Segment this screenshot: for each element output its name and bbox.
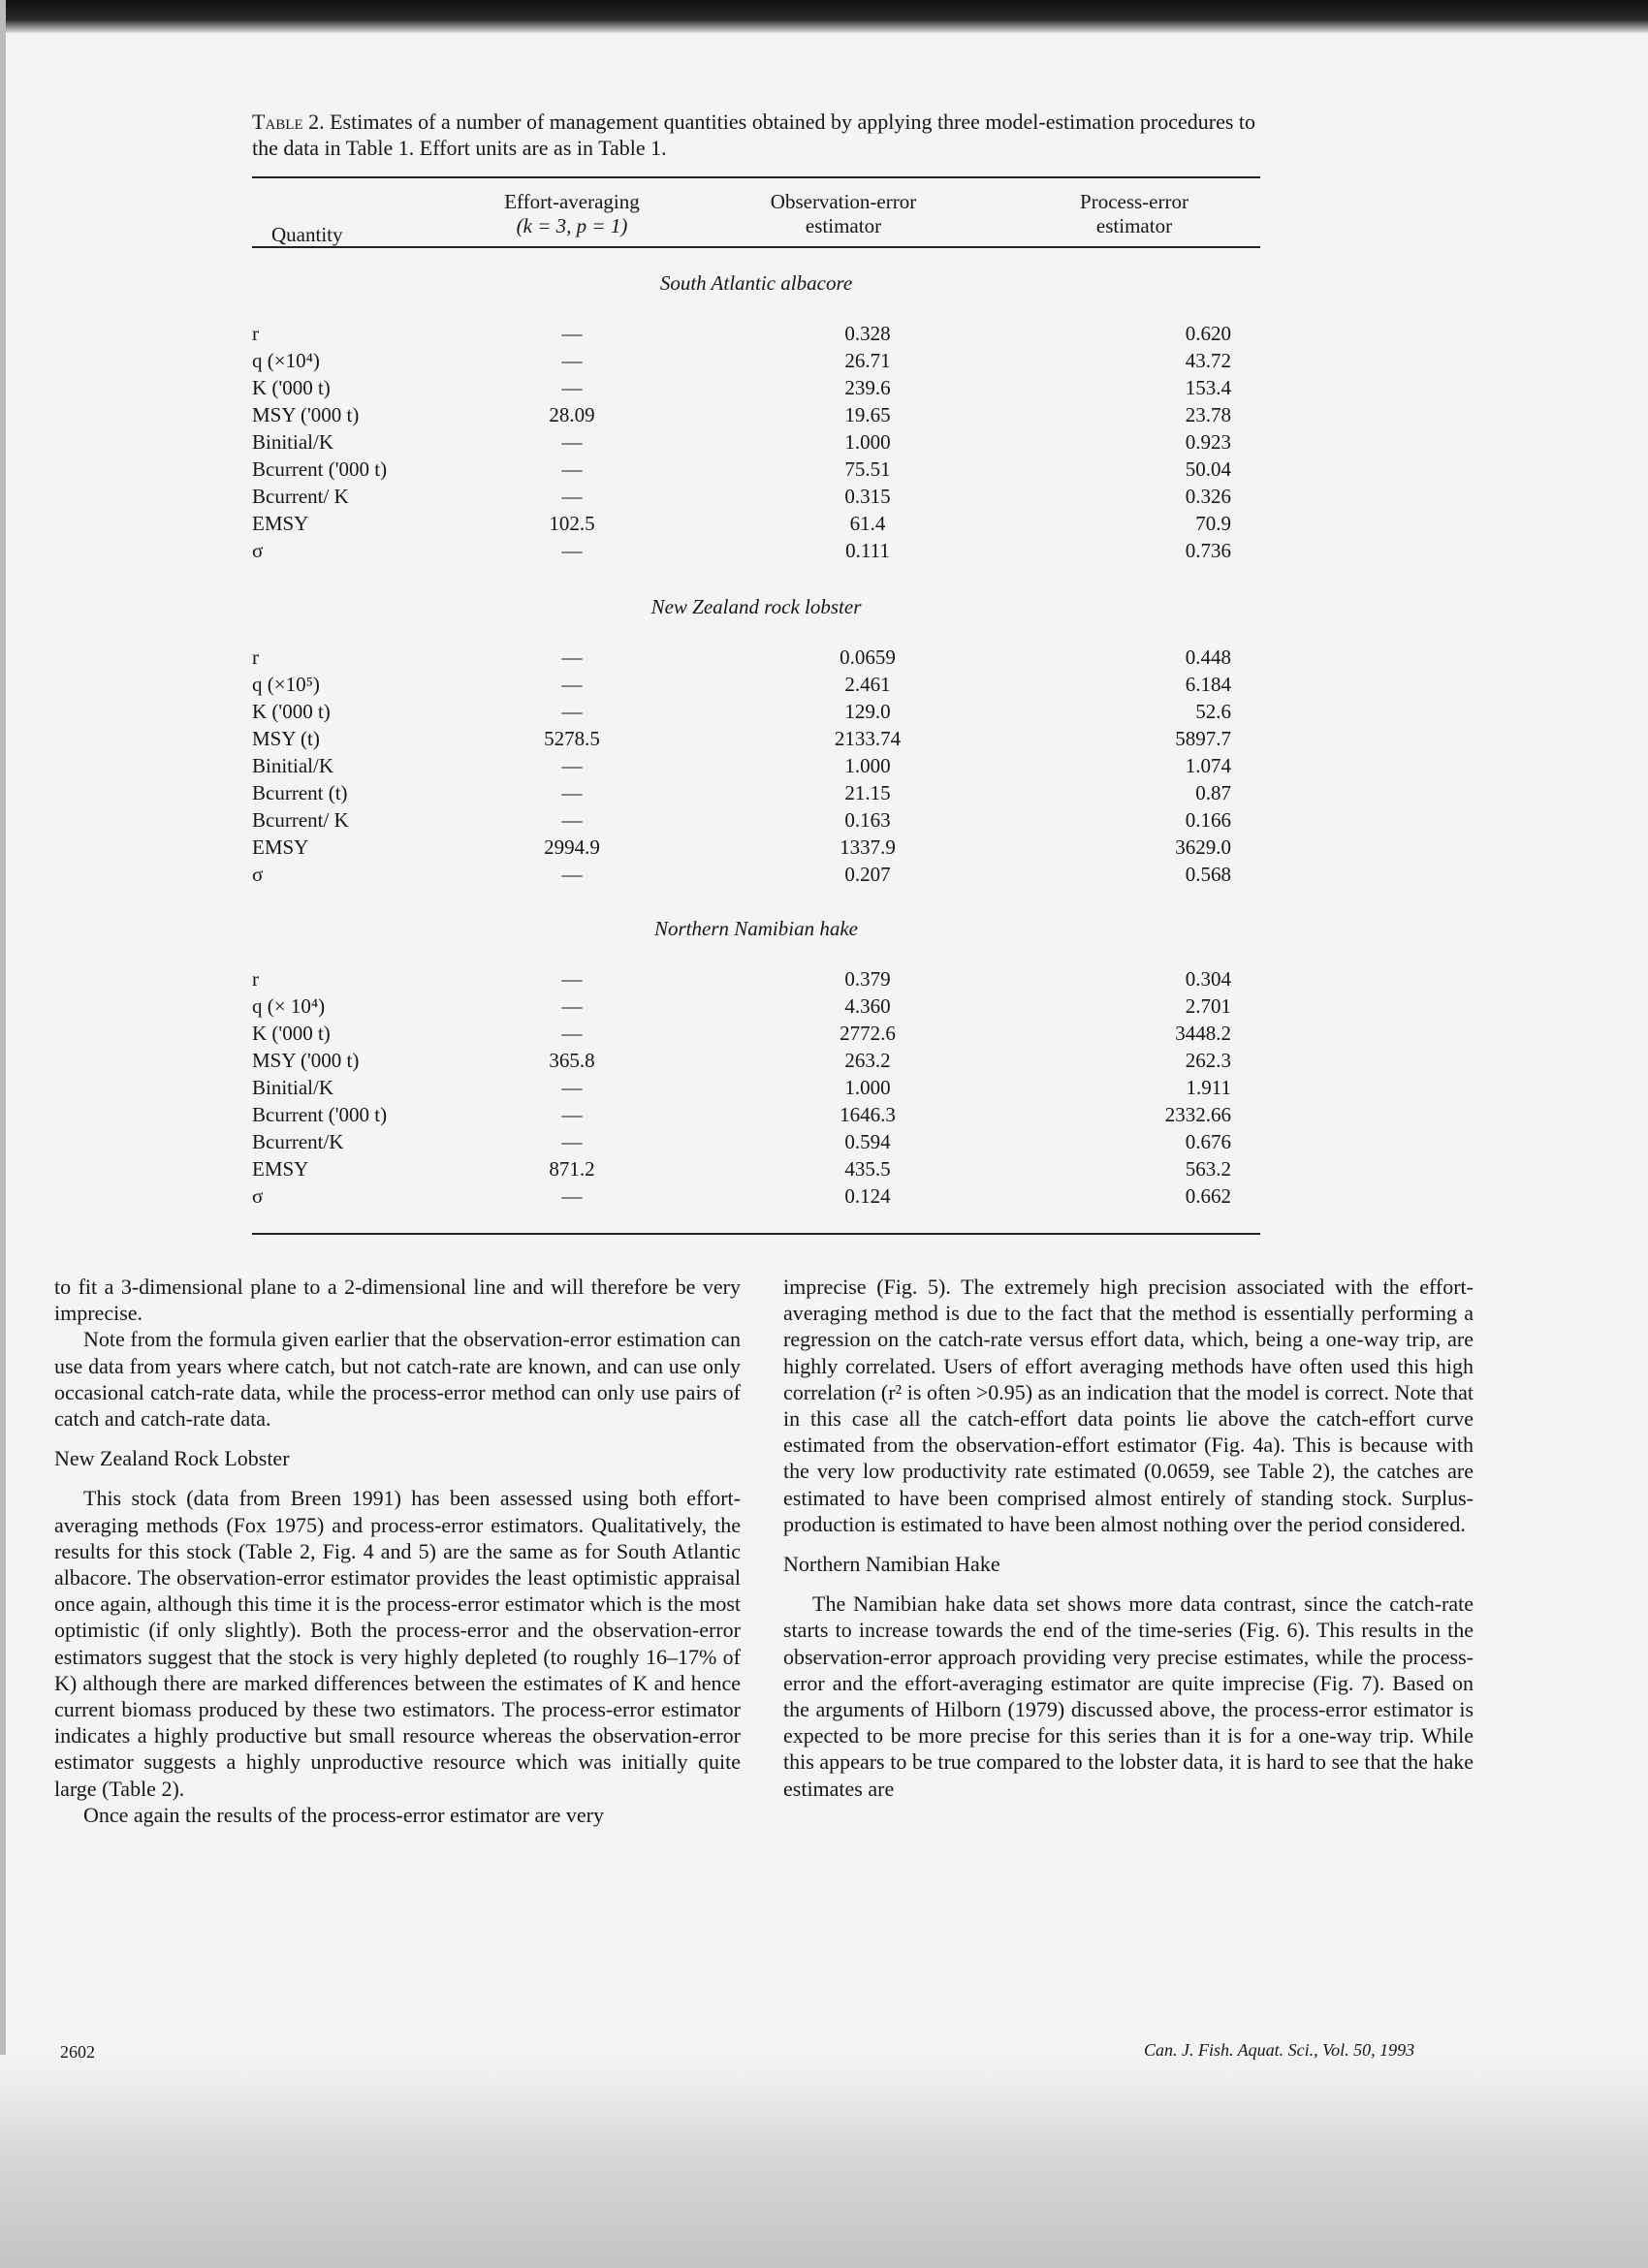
process-error-cell: 3629.0 bbox=[1175, 835, 1231, 859]
effort-averaging-cell: — bbox=[561, 1103, 583, 1126]
quantity-cell: K ('000 t) bbox=[252, 700, 331, 723]
effort-averaging-cell: — bbox=[561, 430, 583, 454]
table-row bbox=[252, 754, 1260, 781]
quantity-cell: r bbox=[252, 967, 259, 991]
page-number: 2602 bbox=[60, 2042, 95, 2062]
effort-averaging-cell: 2994.9 bbox=[544, 835, 600, 859]
effort-averaging-cell: — bbox=[561, 457, 583, 481]
journal-citation: Can. J. Fish. Aquat. Sci., Vol. 50, 1993 bbox=[1144, 2040, 1415, 2060]
table-row bbox=[252, 485, 1260, 512]
table-row bbox=[252, 539, 1260, 566]
section-title: New Zealand rock lobster bbox=[650, 595, 862, 618]
quantity-cell: Binitial/K bbox=[252, 430, 333, 454]
quantity-cell: Bcurrent/ K bbox=[252, 808, 349, 832]
header-pe-line2: estimator bbox=[1095, 214, 1173, 237]
quantity-cell: MSY ('000 t) bbox=[252, 1049, 360, 1072]
observation-error-cell: 75.51 bbox=[844, 457, 891, 481]
effort-averaging-cell: — bbox=[561, 485, 583, 508]
observation-error-cell: 0.379 bbox=[844, 967, 891, 991]
table-row bbox=[252, 322, 1260, 349]
table-caption bbox=[252, 109, 1260, 161]
table-row bbox=[252, 349, 1260, 376]
quantity-cell: Bcurrent (t) bbox=[252, 781, 348, 804]
table-row bbox=[252, 673, 1260, 700]
process-error-cell: 6.184 bbox=[1185, 673, 1231, 696]
observation-error-cell: 263.2 bbox=[844, 1049, 891, 1072]
quantity-cell: r bbox=[252, 322, 259, 345]
header-effort-averaging bbox=[475, 190, 669, 238]
table-row bbox=[252, 646, 1260, 673]
effort-averaging-cell: — bbox=[561, 808, 583, 832]
observation-error-cell: 21.15 bbox=[844, 781, 891, 804]
quantity-cell: q (×10⁴) bbox=[252, 349, 320, 372]
observation-error-cell: 2.461 bbox=[844, 673, 891, 696]
quantity-cell: σ bbox=[252, 863, 264, 886]
table-row bbox=[252, 403, 1260, 430]
table-row bbox=[252, 1049, 1260, 1076]
header-process-error bbox=[1008, 190, 1260, 238]
table-row bbox=[252, 994, 1260, 1022]
observation-error-cell: 1337.9 bbox=[840, 835, 896, 859]
observation-error-cell: 435.5 bbox=[844, 1157, 891, 1181]
process-error-cell: 3448.2 bbox=[1175, 1022, 1231, 1045]
effort-averaging-cell: — bbox=[561, 673, 583, 696]
quantity-cell: σ bbox=[252, 539, 264, 562]
process-error-cell: 1.074 bbox=[1185, 754, 1231, 777]
quantity-cell: EMSY bbox=[252, 835, 309, 859]
quantity-cell: Bcurrent ('000 t) bbox=[252, 1103, 388, 1126]
observation-error-cell: 0.315 bbox=[844, 485, 891, 508]
observation-error-cell: 26.71 bbox=[844, 349, 891, 372]
quantity-cell: Bcurrent ('000 t) bbox=[252, 457, 388, 481]
process-error-cell: 262.3 bbox=[1185, 1049, 1231, 1072]
paragraph: Once again the results of the process-error estimator are very bbox=[83, 1802, 604, 1827]
effort-averaging-cell: — bbox=[561, 967, 583, 991]
quantity-cell: MSY ('000 t) bbox=[252, 403, 360, 426]
effort-averaging-cell: — bbox=[561, 754, 583, 777]
effort-averaging-cell: 365.8 bbox=[549, 1049, 595, 1072]
observation-error-cell: 0.111 bbox=[845, 539, 890, 562]
section-title: South Atlantic albacore bbox=[659, 271, 853, 295]
table-row bbox=[252, 430, 1260, 457]
effort-averaging-cell: — bbox=[561, 700, 583, 723]
table-rule-top bbox=[252, 176, 1260, 178]
table-row bbox=[252, 1157, 1260, 1184]
process-error-cell: 43.72 bbox=[1185, 349, 1231, 372]
table-rule-head bbox=[252, 246, 1260, 248]
quantity-cell: q (×10⁵) bbox=[252, 673, 320, 696]
caption-text: 2. Estimates of a number of management quantities obtained by applying three model-estimation procedures to the data in Table 1. Effort units are as in Table 1. bbox=[252, 110, 1256, 160]
effort-averaging-cell: — bbox=[561, 539, 583, 562]
effort-averaging-cell: — bbox=[561, 1022, 583, 1045]
effort-averaging-cell: — bbox=[561, 863, 583, 886]
process-error-cell: 0.87 bbox=[1195, 781, 1231, 804]
effort-averaging-cell: — bbox=[561, 646, 583, 669]
observation-error-cell: 0.207 bbox=[844, 863, 891, 886]
process-error-cell: 0.568 bbox=[1185, 863, 1231, 886]
process-error-cell: 153.4 bbox=[1185, 376, 1231, 399]
effort-averaging-cell: — bbox=[561, 781, 583, 804]
table-row bbox=[252, 457, 1260, 485]
effort-averaging-cell: — bbox=[561, 322, 583, 345]
table-row bbox=[252, 1076, 1260, 1103]
section-heading: Northern Namibian Hake bbox=[783, 1552, 1000, 1577]
observation-error-cell: 2133.74 bbox=[834, 727, 902, 750]
effort-averaging-cell: — bbox=[561, 1130, 583, 1153]
table-row bbox=[252, 967, 1260, 994]
process-error-cell: 0.326 bbox=[1185, 485, 1231, 508]
observation-error-cell: 1.000 bbox=[844, 754, 891, 777]
scan-top-edge bbox=[0, 0, 1648, 33]
observation-error-cell: 0.163 bbox=[844, 808, 891, 832]
quantity-cell: EMSY bbox=[252, 1157, 309, 1181]
table-row bbox=[252, 1022, 1260, 1049]
observation-error-cell: 129.0 bbox=[844, 700, 891, 723]
header-quantity: Quantity bbox=[271, 223, 343, 246]
effort-averaging-cell: — bbox=[561, 376, 583, 399]
table-row bbox=[252, 781, 1260, 808]
observation-error-cell: 4.360 bbox=[844, 994, 891, 1018]
process-error-cell: 52.6 bbox=[1195, 700, 1231, 723]
effort-averaging-cell: — bbox=[561, 1184, 583, 1208]
process-error-cell: 0.620 bbox=[1185, 322, 1231, 345]
table-row bbox=[252, 863, 1260, 890]
effort-averaging-cell: — bbox=[561, 994, 583, 1018]
quantity-cell: K ('000 t) bbox=[252, 376, 331, 399]
quantity-cell: Binitial/K bbox=[252, 754, 333, 777]
process-error-cell: 0.736 bbox=[1185, 539, 1231, 562]
scan-bottom-shadow bbox=[0, 2055, 1648, 2268]
table-row bbox=[252, 835, 1260, 863]
process-error-cell: 563.2 bbox=[1185, 1157, 1231, 1181]
quantity-cell: σ bbox=[252, 1184, 264, 1208]
table-row bbox=[252, 727, 1260, 754]
process-error-cell: 0.676 bbox=[1185, 1130, 1231, 1153]
observation-error-cell: 1646.3 bbox=[840, 1103, 896, 1126]
process-error-cell: 70.9 bbox=[1195, 512, 1231, 535]
process-error-cell: 50.04 bbox=[1185, 457, 1231, 481]
observation-error-cell: 0.594 bbox=[844, 1130, 891, 1153]
table-row bbox=[252, 1130, 1260, 1157]
section-heading: New Zealand Rock Lobster bbox=[54, 1446, 290, 1471]
left-text-column bbox=[54, 1274, 741, 1828]
observation-error-cell: 61.4 bbox=[849, 512, 886, 535]
scan-left-edge bbox=[0, 0, 6, 2268]
paragraph: The Namibian hake data set shows more data contrast, since the catch-rate starts to increase towards the end of the time-series (Fig. 6). This results in the observation-error approach providing very precise estimates, while the process-error and the effort-averaging estimator are quite imprecise (Fig. 7). Based on the arguments of Hilborn (1979) discussed above, the process-error estimator is expected to be more precise for this series than it is for a one-way trip. While this appears to be true compared to the lobster data, it is hard to see that the hake estimates are bbox=[783, 1591, 1474, 1801]
observation-error-cell: 19.65 bbox=[844, 403, 891, 426]
process-error-cell: 2332.66 bbox=[1164, 1103, 1231, 1126]
table-row bbox=[252, 1184, 1260, 1212]
quantity-cell: EMSY bbox=[252, 512, 309, 535]
paragraph: Note from the formula given earlier that the observation-error estimation can use data from years where catch, but not catch-rate are known, and can use only occasional catch-rate data, while the process-error method can only use pairs of catch and catch-rate data. bbox=[54, 1327, 741, 1432]
quantity-cell: Binitial/K bbox=[252, 1076, 333, 1099]
quantity-cell: MSY (t) bbox=[252, 727, 320, 750]
quantity-cell: K ('000 t) bbox=[252, 1022, 331, 1045]
process-error-cell: 0.166 bbox=[1185, 808, 1231, 832]
header-pe-line1: Process-error bbox=[1080, 190, 1188, 213]
process-error-cell: 5897.7 bbox=[1175, 727, 1231, 750]
observation-error-cell: 1.000 bbox=[844, 430, 891, 454]
header-ea-line2: (k = 3, p = 1) bbox=[516, 214, 628, 237]
table-row bbox=[252, 1103, 1260, 1130]
observation-error-cell: 0.0659 bbox=[840, 646, 896, 669]
caption-lead: Table bbox=[252, 110, 303, 134]
paragraph: imprecise (Fig. 5). The extremely high precision associated with the effort-averaging method is due to the fact that the method is essentially performing a regression on the catch-rate versus effort data, which, being a one-way trip, are highly correlated. Users of effort averaging methods have often used this high correlation (r² is often >0.95) as an indication that the model is correct. Note that in this case all the catch-effort data points lie above the catch-effort curve estimated from the observation-effort estimator (Fig. 4a). This is because with the very low productivity rate estimated (0.0659, see Table 2), the catches are estimated to have been comprised almost entirely of standing stock. Surplus-production is estimated to have been almost nothing over the period considered. bbox=[783, 1275, 1474, 1536]
quantity-cell: Bcurrent/K bbox=[252, 1130, 344, 1153]
table-row bbox=[252, 700, 1260, 727]
section-title: Northern Namibian hake bbox=[654, 917, 858, 940]
process-error-cell: 0.923 bbox=[1185, 430, 1231, 454]
effort-averaging-cell: 5278.5 bbox=[544, 727, 600, 750]
process-error-cell: 23.78 bbox=[1185, 403, 1231, 426]
effort-averaging-cell: — bbox=[561, 1076, 583, 1099]
observation-error-cell: 2772.6 bbox=[840, 1022, 896, 1045]
header-oe-line1: Observation-error bbox=[770, 190, 917, 213]
effort-averaging-cell: 102.5 bbox=[549, 512, 595, 535]
right-text-column bbox=[783, 1274, 1474, 1802]
quantity-cell: q (× 10⁴) bbox=[252, 994, 326, 1018]
process-error-cell: 2.701 bbox=[1185, 994, 1231, 1018]
table-row bbox=[252, 808, 1260, 835]
observation-error-cell: 239.6 bbox=[844, 376, 891, 399]
header-oe-line2: estimator bbox=[805, 214, 882, 237]
header-observation-error bbox=[717, 190, 969, 238]
quantity-cell: Bcurrent/ K bbox=[252, 485, 349, 508]
table-rule-bottom bbox=[252, 1233, 1260, 1235]
effort-averaging-cell: 871.2 bbox=[549, 1157, 595, 1181]
table-row bbox=[252, 376, 1260, 403]
process-error-cell: 1.911 bbox=[1186, 1076, 1231, 1099]
observation-error-cell: 1.000 bbox=[844, 1076, 891, 1099]
effort-averaging-cell: — bbox=[561, 349, 583, 372]
header-ea-line1: Effort-averaging bbox=[504, 190, 640, 213]
effort-averaging-cell: 28.09 bbox=[549, 403, 595, 426]
process-error-cell: 0.304 bbox=[1185, 967, 1231, 991]
paragraph: to fit a 3-dimensional plane to a 2-dimensional line and will therefore be very imprecise. bbox=[54, 1275, 741, 1326]
process-error-cell: 0.662 bbox=[1185, 1184, 1231, 1208]
table-row bbox=[252, 512, 1260, 539]
table-2 bbox=[252, 109, 1260, 1208]
paragraph: This stock (data from Breen 1991) has been assessed using both effort-averaging methods (Fox 1975) and process-error estimators. Qualitatively, the results for this stock (Table 2, Fig. 4 and 5) are the same as for South Atlantic albacore. The observation-error estimator provides the least optimistic appraisal once again, although this time it is the process-error estimator which is the most optimistic (if only slightly). Both the process-error and the observation-error estimators suggest that the stock is very highly depleted (to roughly 16–17% of K) although there are marked differences between the estimates of K and hence current biomass produced by these two estimators. The process-error estimator indicates a highly productive but small resource whereas the observation-error estimator suggests a highly unproductive resource which was initially quite large (Table 2). bbox=[54, 1486, 741, 1801]
observation-error-cell: 0.124 bbox=[844, 1184, 891, 1208]
observation-error-cell: 0.328 bbox=[844, 322, 891, 345]
process-error-cell: 0.448 bbox=[1185, 646, 1231, 669]
quantity-cell: r bbox=[252, 646, 259, 669]
